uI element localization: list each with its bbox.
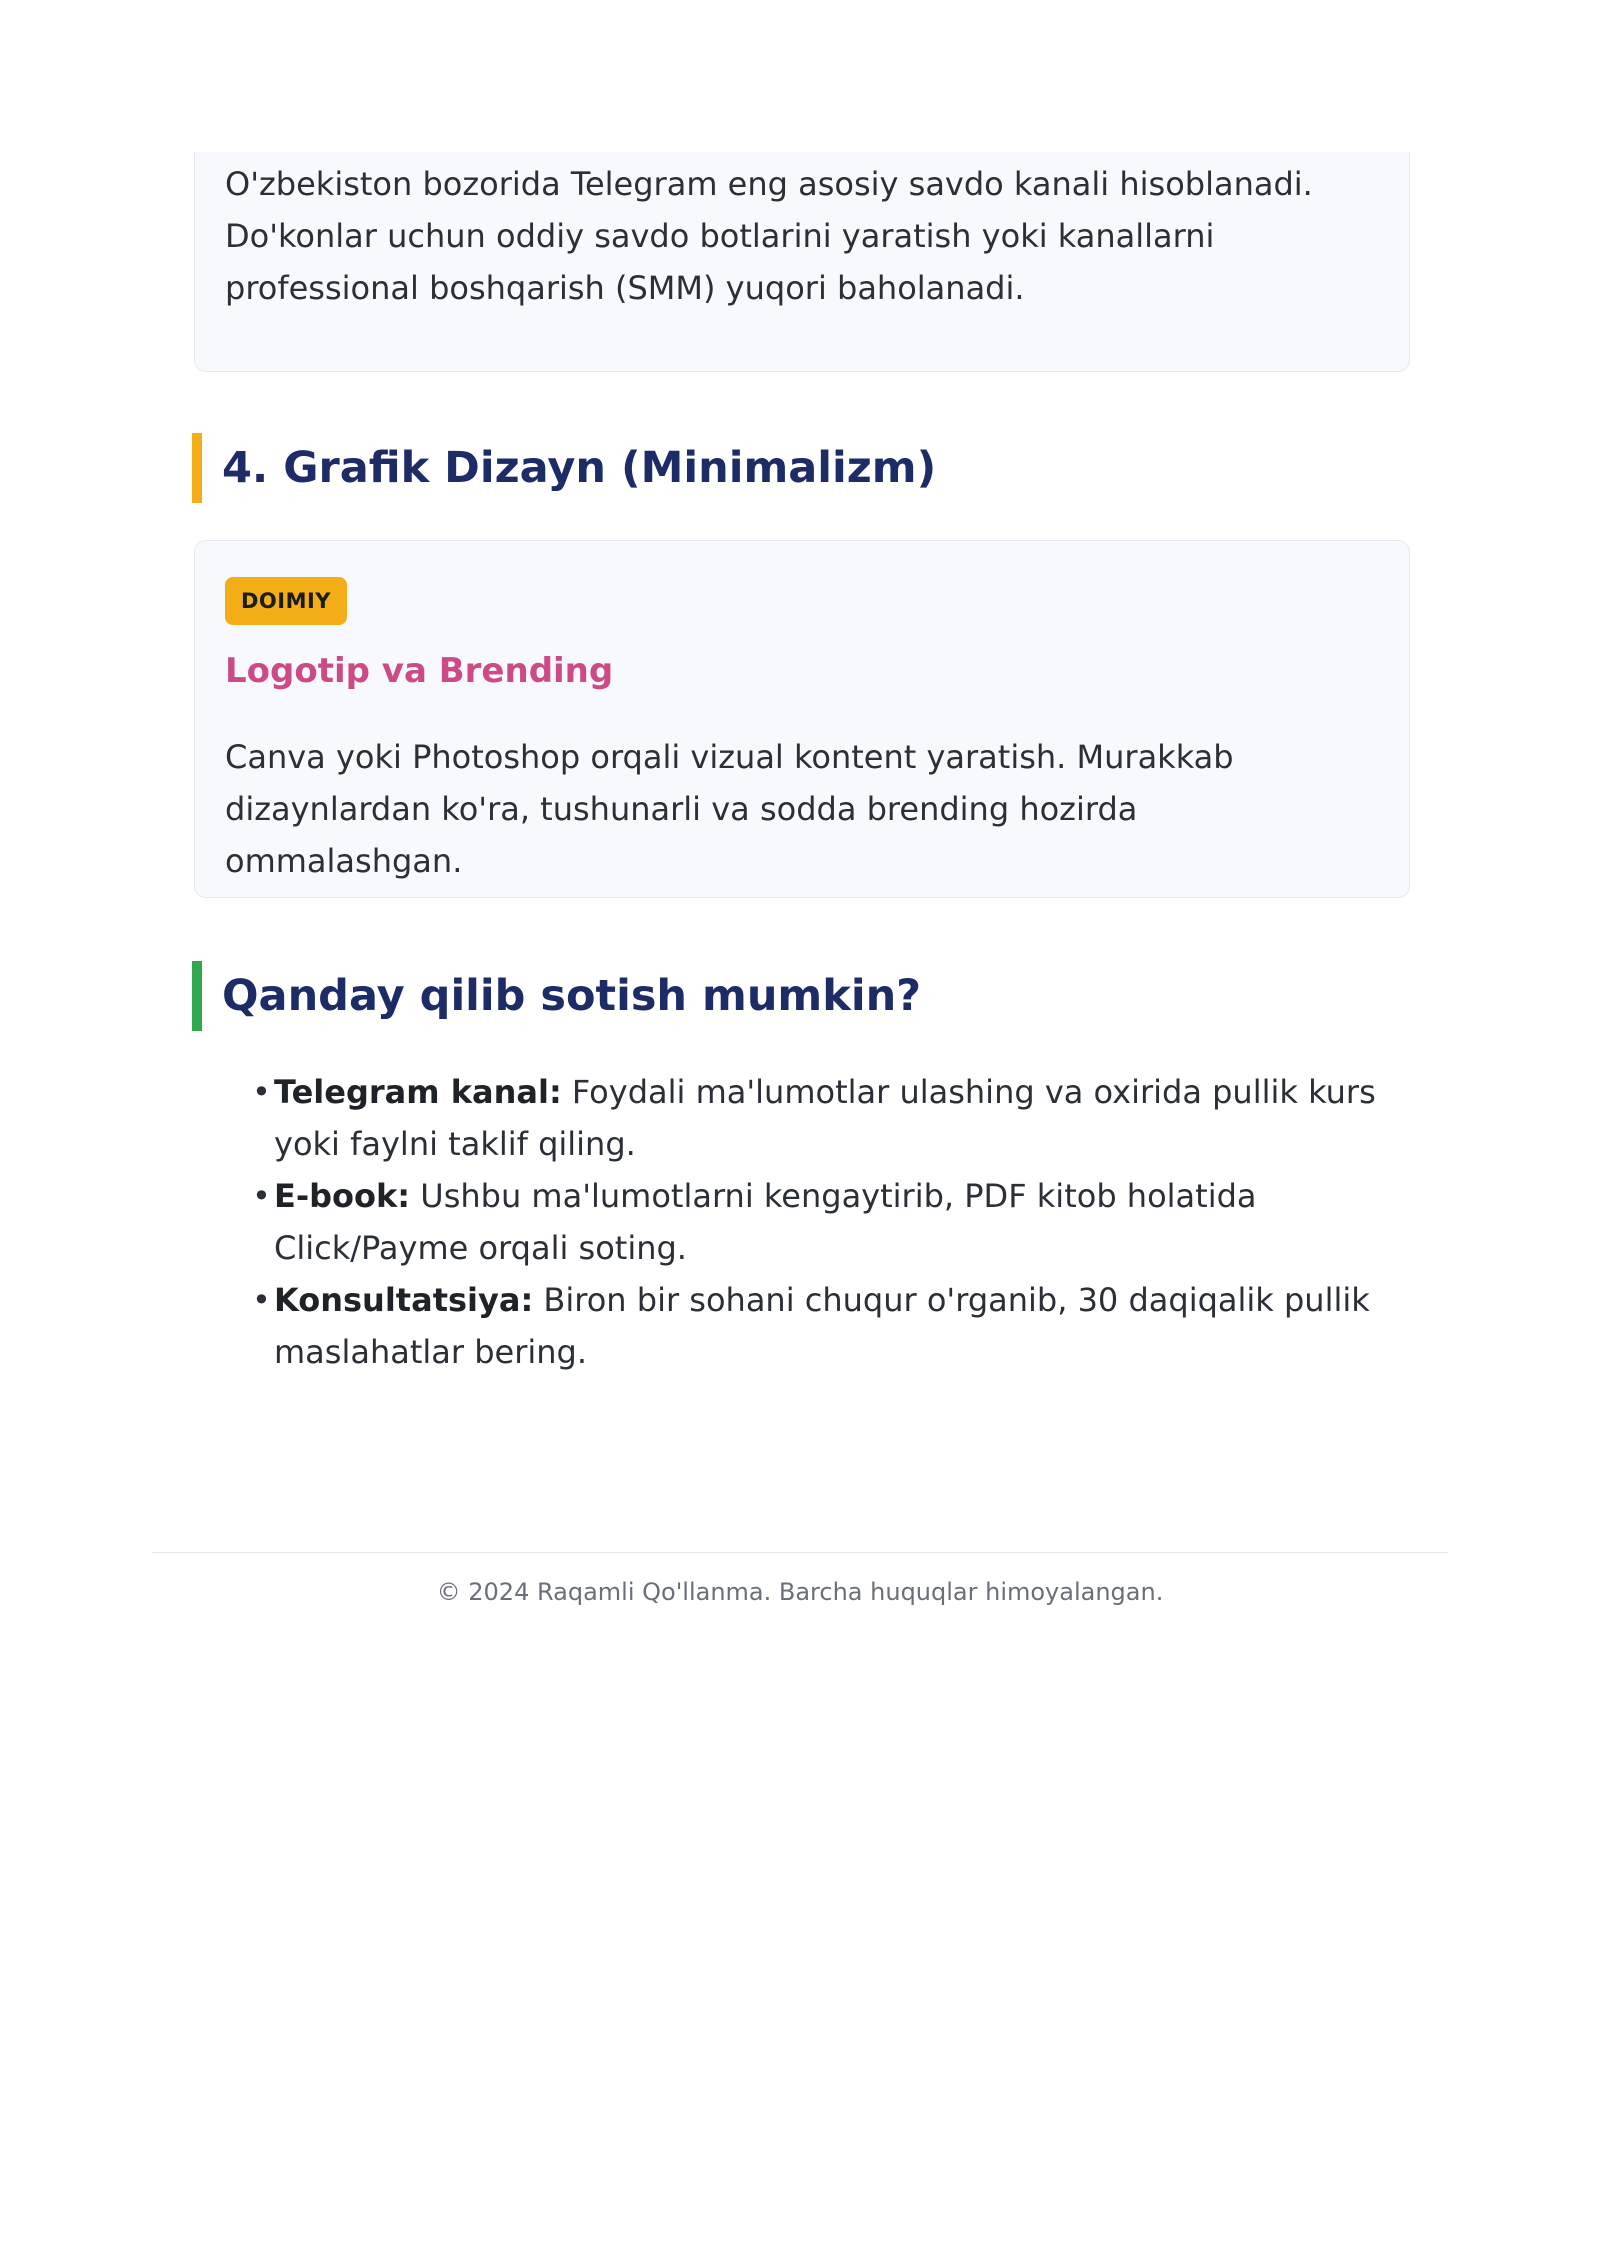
footer-copyright: © 2024 Raqamli Qo'llanma. Barcha huquqlar himoyalangan. [436,1578,1164,1606]
list-item-text: Ushbu ma'lumotlarni kengaytirib, PDF kitob holatida Click/Payme orqali soting. [274,1177,1257,1267]
status-badge: DOIMIY [225,577,347,625]
card-description: Canva yoki Photoshop orqali vizual kontent yaratish. Murakkab dizaynlardan ko'ra, tushunarli va sodda brending hozirda ommalashgan. [225,738,1234,880]
section-heading-sotish: Qanday qilib sotish mumkin? [192,961,921,1031]
telegram-card-text: O'zbekiston bozorida Telegram eng asosiy savdo kanali hisoblanadi. Do'konlar uchun oddiy savdo botlarini yaratish yoki kanallarni professional boshqarish (SMM) yuqori baholanadi. [225,165,1313,307]
card-title: Logotip va Brending [225,651,614,691]
list-item-label: Telegram kanal: [274,1073,562,1111]
telegram-info-card [194,152,1410,372]
list-item [252,1170,1412,1274]
logo-branding-card [194,540,1410,898]
list-item [252,1066,1412,1170]
list-item [252,1274,1412,1378]
list-item-text: Foydali ma'lumotlar ulashing va oxirida pullik kurs yoki faylni taklif qiling. [274,1073,1376,1163]
footer-divider [152,1552,1448,1553]
selling-methods-list [252,1066,1412,1378]
list-item-label: Konsultatsiya: [274,1281,534,1319]
list-item-text: Biron bir sohani chuqur o'rganib, 30 daqiqalik pullik maslahatlar bering. [274,1281,1370,1371]
section-heading-grafik-dizayn: 4. Grafik Dizayn (Minimalizm) [192,433,936,503]
list-item-label: E-book: [274,1177,411,1215]
